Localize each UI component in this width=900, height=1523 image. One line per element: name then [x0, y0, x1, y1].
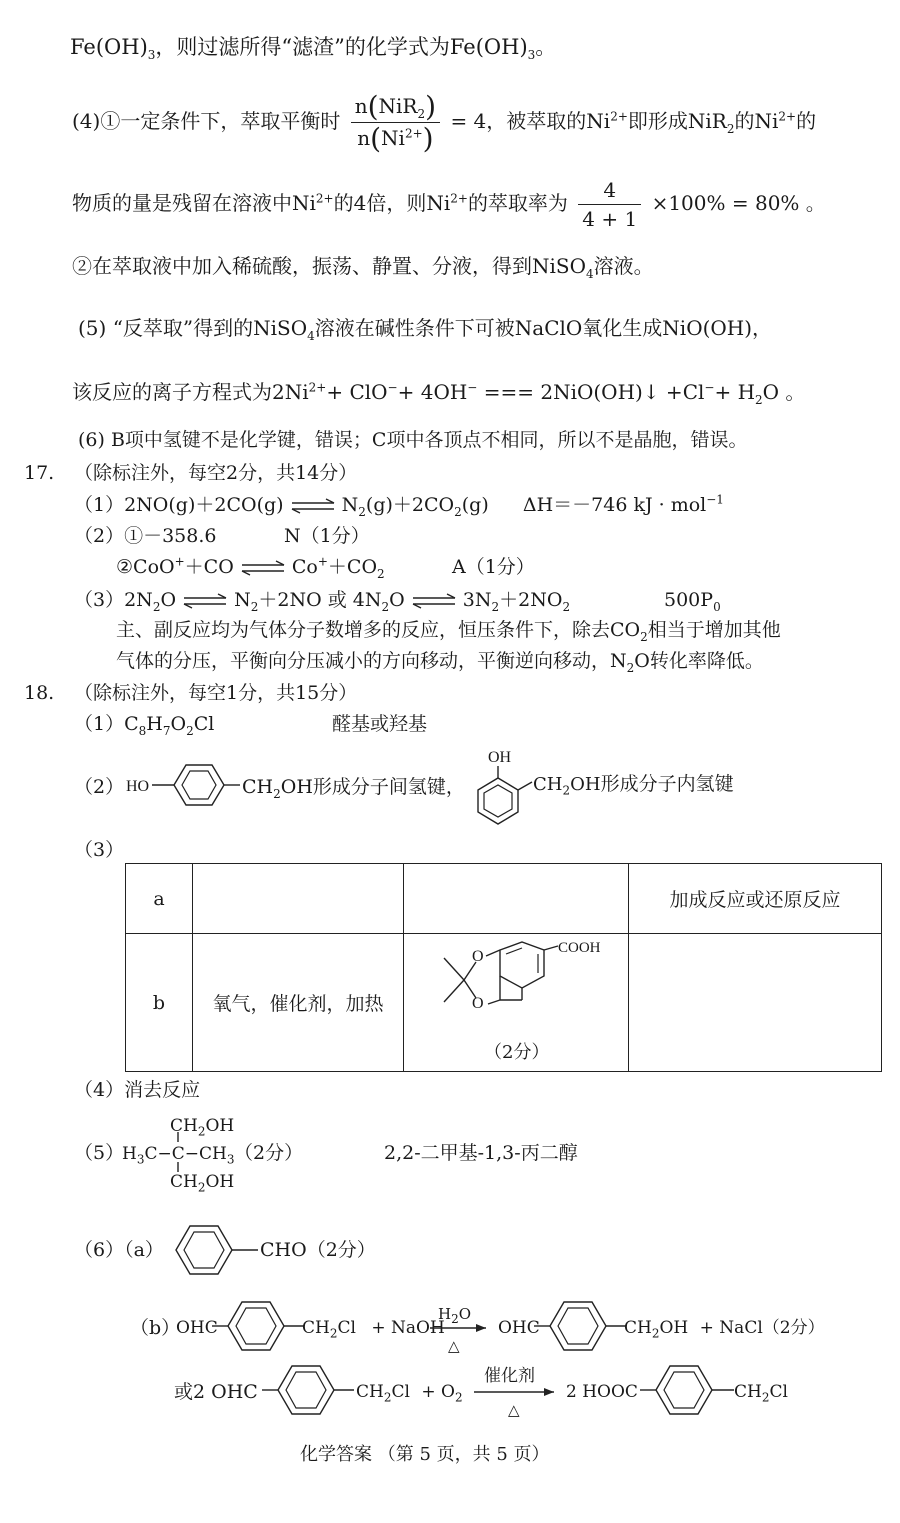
table-cell: b	[126, 934, 193, 1072]
svg-text:OH: OH	[488, 749, 512, 766]
table-cell-structure	[404, 934, 629, 1072]
q18-part6b-product-ohc: OHC	[498, 1318, 540, 1338]
q18-part6b-reactant-ohc: OHC	[176, 1318, 218, 1338]
q18-part6a-label: （6）（a）	[74, 1239, 164, 1261]
table-cell	[193, 864, 404, 934]
extraction-rate-fraction: $\frac{4}{4 + 1}$	[578, 178, 641, 231]
table-cell	[629, 934, 882, 1072]
equilibrium-arrow-icon	[182, 594, 228, 608]
q16-line-feoh3: $Fe(OH)_3$，则过滤所得“滤渣”的化学式为$Fe(OH)_3$。	[70, 35, 557, 63]
q18-part2-text1: $CH_2OH$形成分子间氢键，	[242, 776, 465, 801]
q16-part4-line1: (4)①一定条件下，萃取平衡时 $\frac{n(NiR_2)}{n(Ni^{2+})}$ = 4，被萃取的$Ni^{2+}$即形成NiR$_2$的$Ni^{2+}$的	[72, 90, 817, 155]
page-footer: 化学答案 （第 5 页，共 5 页）	[300, 1444, 550, 1465]
q18-part5-mid-group: $H_3C-C-CH_3$	[122, 1144, 235, 1167]
q18-part6a-text: CHO（2分）	[260, 1239, 376, 1261]
reaction-arrow-icon	[430, 1324, 490, 1334]
q16-part5-equation: 该反应的离子方程式为$2Ni^{2+}+ ClO^-+ 4OH^-$ === 2NiO(OH)↓ $+Cl^-+ H_2O$ 。	[72, 380, 806, 407]
equilibrium-arrow-icon	[240, 561, 286, 575]
q17-part2-answer-a: A（1分）	[452, 556, 535, 578]
q18-part6c-product-hooc: 2 HOOC	[566, 1382, 638, 1402]
q17-part3-line3: 气体的分压，平衡向分压减小的方向移动，平衡逆向移动，$N_2O$转化率降低。	[116, 650, 764, 675]
q18-part6b-product-rest: $CH_2OH$ + NaCl（2分）	[624, 1318, 825, 1341]
q17-part3-pressure: $500P_0$	[664, 589, 721, 614]
table-cell: 氧气，催化剂，加热	[193, 934, 404, 1072]
q18-part6c-reactant-rest: $CH_2Cl + O_2$	[356, 1382, 463, 1405]
extraction-ratio-fraction: $\frac{n(NiR_2)}{n(Ni^{2+})}$	[351, 93, 440, 152]
q18-part4: （4）消去反应	[74, 1079, 201, 1101]
q16-part4-line2: 物质的量是残留在溶液中$Ni^{2+}$的4倍，则$Ni^{2+}$的萃取率为 $\frac{4}{4 + 1}$ ×100% = 80% 。	[72, 178, 826, 231]
q18-part2-label: （2）	[74, 776, 125, 798]
q16-part5-line1: (5) “反萃取”得到的NiSO$_4$溶液在碱性条件下可被NaClO氧化生成NiO(OH)，	[78, 316, 773, 343]
q18-part5-top-group: $CH_2OH$	[170, 1116, 235, 1139]
equilibrium-arrow-icon	[411, 594, 457, 608]
q18-part3-table	[125, 863, 882, 1072]
q18-part5-label: （5）	[74, 1142, 125, 1164]
q18-part6b-label: （b）	[130, 1317, 181, 1339]
q17-header: （除标注外，每空2分，共14分）	[74, 462, 358, 484]
q17-number: 17.	[24, 462, 55, 484]
q18-part6c-product-rest: $CH_2Cl$	[734, 1382, 788, 1405]
q18-part5-score: （2分）	[234, 1142, 304, 1164]
table-cell: 加成反应或还原反应	[629, 864, 882, 934]
q18-part2-text2: $CH_2OH$形成分子内氢键	[533, 773, 734, 798]
table-row	[126, 864, 882, 934]
table-cell	[404, 864, 629, 934]
q16-part6: (6) B项中氢键不是化学键，错误；C项中各顶点不相同，所以不是晶胞，错误。	[78, 429, 748, 451]
q17-part2-line1: （2）①－358.6	[74, 525, 217, 547]
svg-text:COOH: COOH	[558, 940, 601, 956]
svg-text:O: O	[472, 995, 484, 1012]
delta-icon: △	[448, 1337, 460, 1355]
svg-text:O: O	[472, 948, 484, 965]
q18-part6b-reactant-ch2cl: $CH_2Cl$ + NaOH	[302, 1318, 445, 1341]
q18-part6c-catalyst: 催化剂	[484, 1366, 535, 1386]
q17-part2-answer-n: N（1分）	[284, 525, 370, 547]
delta-icon: △	[508, 1401, 520, 1419]
product-benzene-ring-2	[640, 1362, 740, 1422]
q18-part1-groups: 醛基或羟基	[332, 713, 428, 735]
q18-number: 18.	[24, 682, 55, 704]
table-row	[126, 934, 882, 1072]
q16-part4-line3: ②在萃取液中加入稀硫酸，振荡、静置、分液，得到NiSO$_4$溶液。	[72, 254, 654, 281]
q17-part3-line2: 主、副反应均为气体分子数增多的反应，恒压条件下，除去$CO_2$相当于增加其他	[116, 619, 781, 644]
reaction-arrow-icon	[474, 1388, 558, 1398]
product-benzene-ring	[534, 1298, 630, 1358]
table-cell: a	[126, 864, 193, 934]
structure-score: （2分）	[484, 1042, 550, 1063]
equilibrium-arrow-icon	[290, 499, 336, 513]
benzaldehyde-structure	[172, 1222, 262, 1282]
q18-part5-bot-group: $CH_2OH$	[170, 1172, 235, 1195]
q18-header: （除标注外，每空1分，共15分）	[74, 682, 358, 704]
q17-part2-line2: ②CoO+＋CO $Co^++CO_2$	[116, 554, 385, 581]
reactant-benzene-ring	[212, 1298, 308, 1358]
svg-text:HO: HO	[126, 778, 150, 795]
q18-part5-name: 2,2-二甲基-1,3-丙二醇	[384, 1142, 578, 1164]
q18-part3-label: （3）	[74, 839, 125, 861]
reactant-benzene-ring-2	[262, 1362, 358, 1422]
q18-part6b-condition-top: $H_2O$	[438, 1305, 472, 1326]
q18-part6c-label: 或2 OHC	[174, 1381, 258, 1403]
q18-part1: $(1)C_8H_7O_2Cl$	[74, 713, 215, 738]
benzodioxane-carboxylic-acid-structure	[434, 940, 604, 1028]
q17-part1: （1）2NO(g)＋2CO(g) $N_2(g)+2CO_2(g)$ ΔH＝－746 kJ · mol$^{-1}$	[74, 492, 724, 519]
q17-part3-line1: $(3)2N_2O$ $N_2+2NO$ 或 $4N_2O$ $3N_2+2NO_2$	[74, 589, 571, 614]
